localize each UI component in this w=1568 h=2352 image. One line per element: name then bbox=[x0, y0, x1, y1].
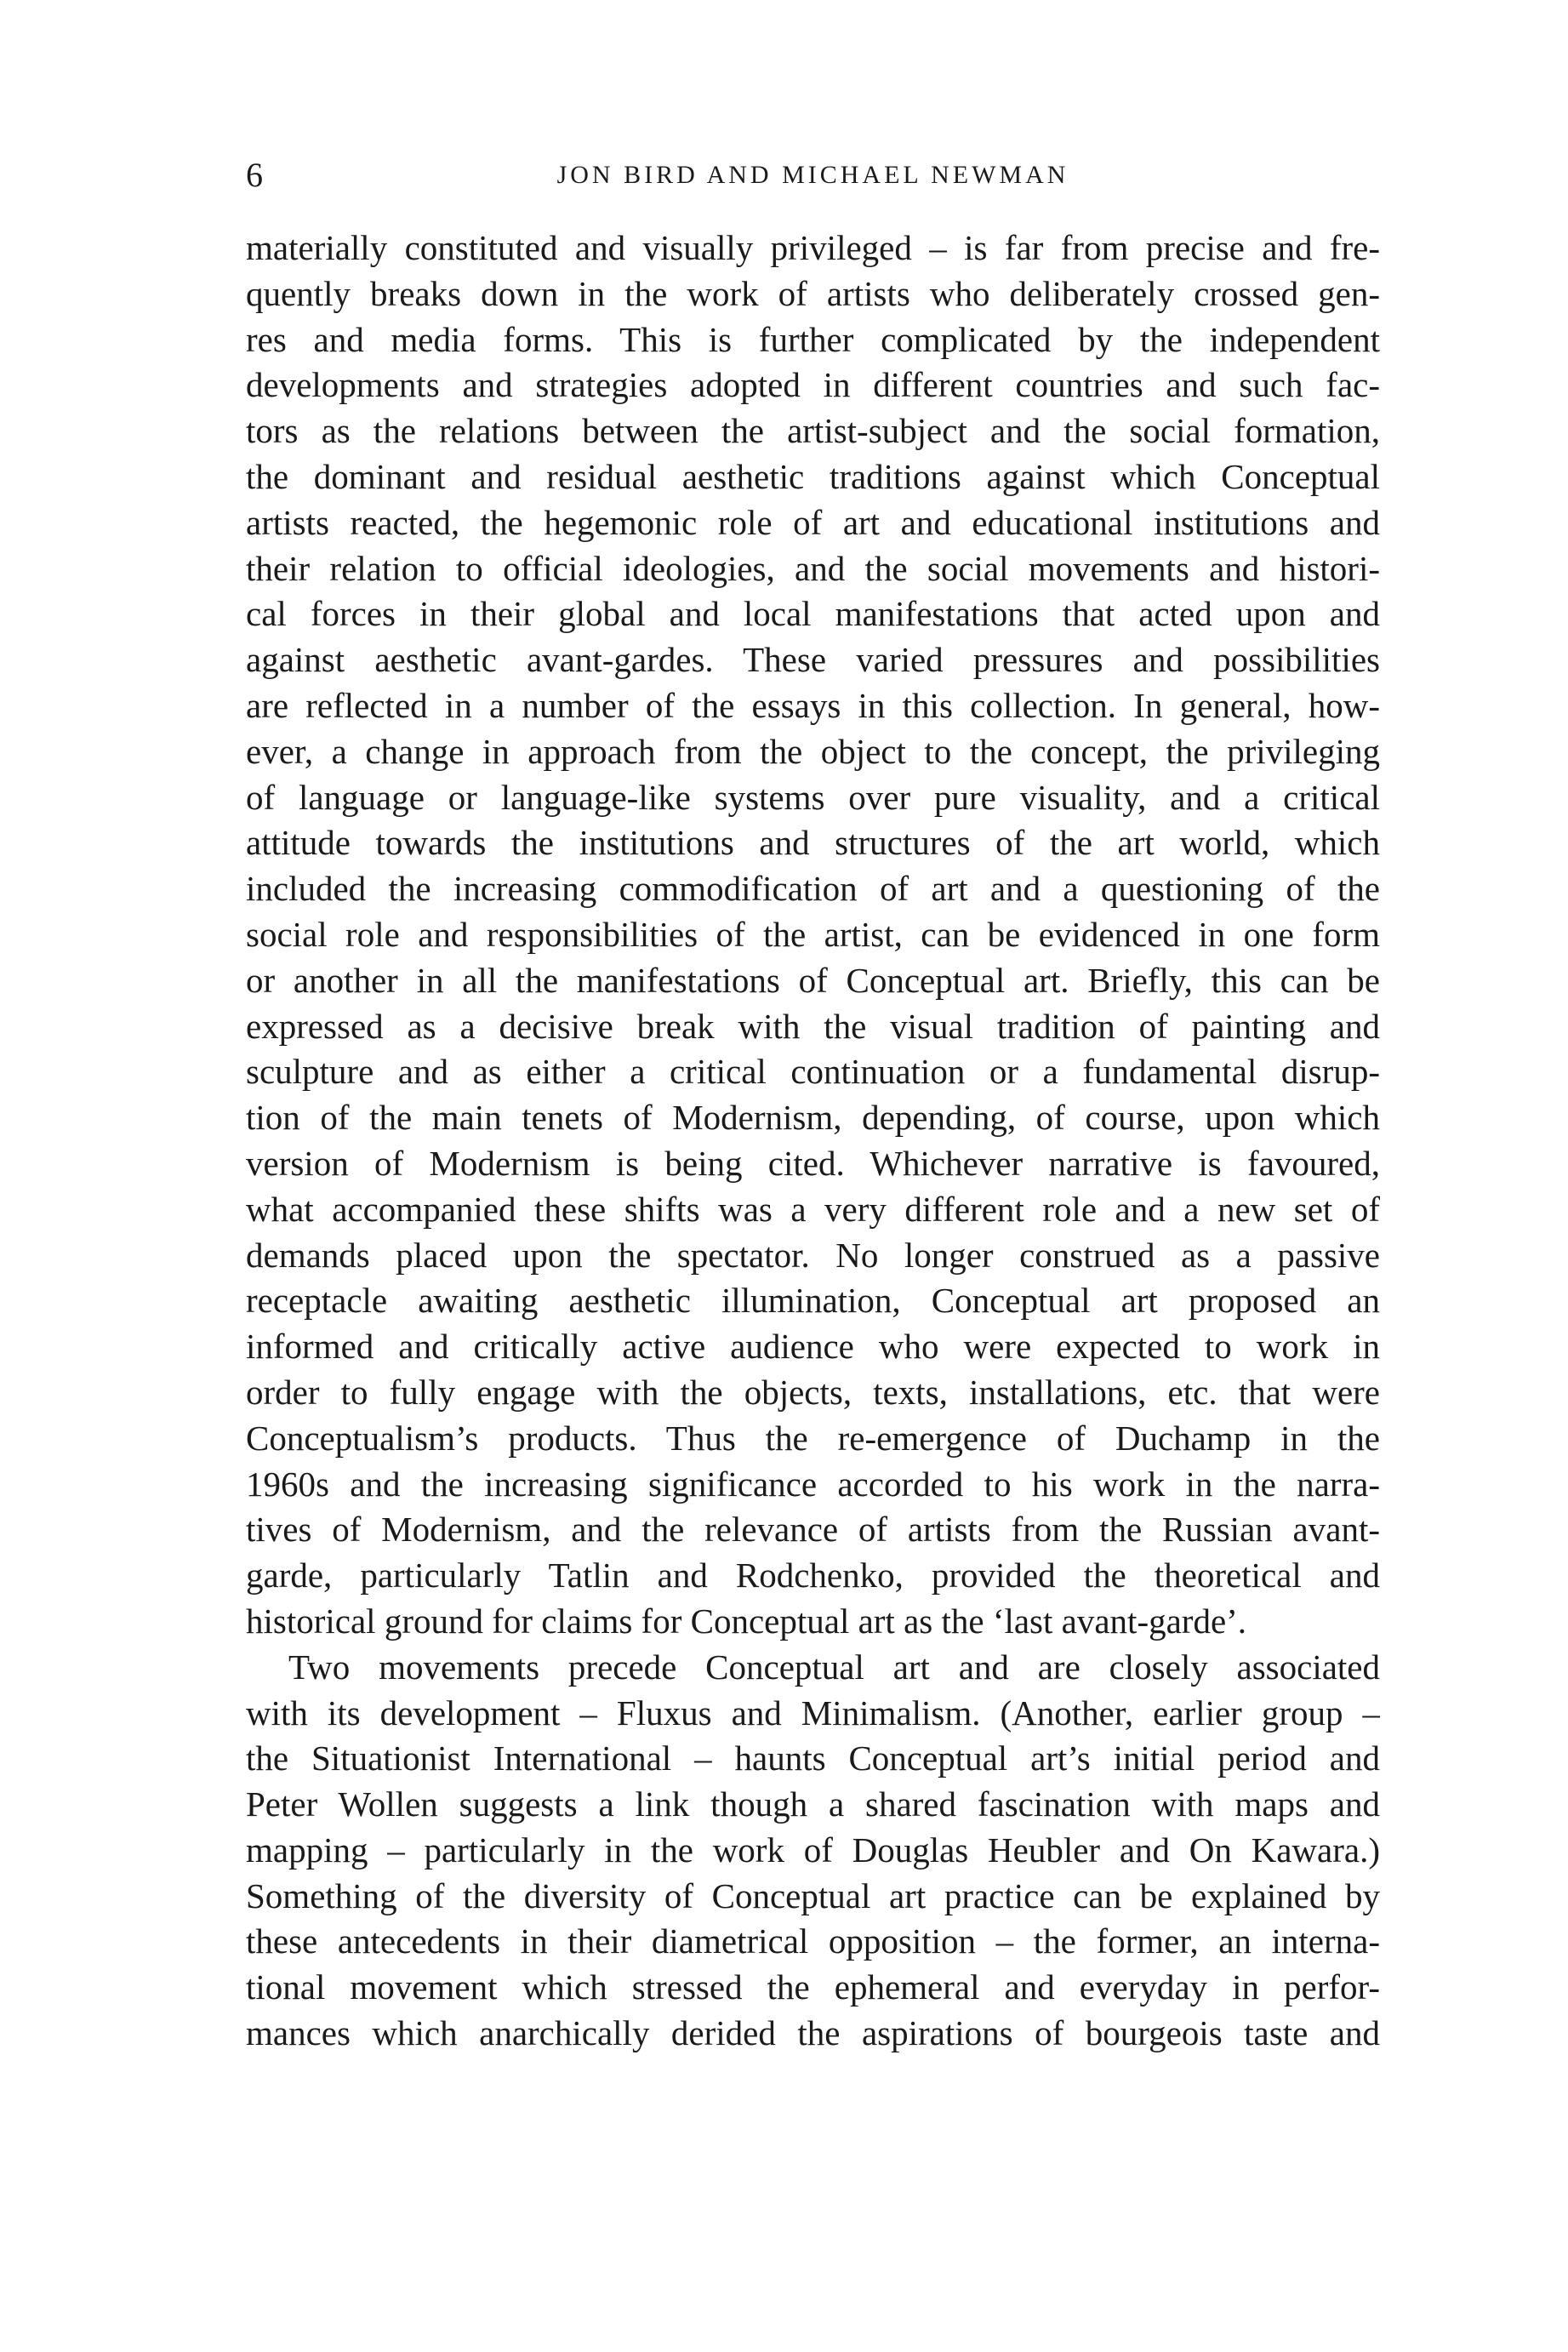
text-line: Something of the diversity of Conceptual art practice can be explained by bbox=[246, 1875, 1380, 1915]
text-line: res and media forms. This is further complicated by the independent bbox=[246, 319, 1380, 359]
text-line: cal forces in their global and local manifestations that acted upon and bbox=[246, 594, 1380, 634]
text-line: included the increasing commodification of art and a questioning of the bbox=[246, 869, 1380, 909]
text-line: the Situationist International – haunts Conceptual art’s initial period and bbox=[246, 1738, 1380, 1778]
text-line: what accompanied these shifts was a very different role and a new set of bbox=[246, 1189, 1380, 1229]
text-line: artists reacted, the hegemonic role of art and educational institutions and bbox=[246, 502, 1380, 542]
text-line: materially constituted and visually privileged – is far from precise and fre- bbox=[246, 228, 1380, 267]
text-line: expressed as a decisive break with the visual tradition of painting and bbox=[246, 1006, 1380, 1046]
text-line: receptacle awaiting aesthetic illumination, Conceptual art proposed an bbox=[246, 1281, 1380, 1321]
text-line: with its development – Fluxus and Minimalism. (Another, earlier group – bbox=[246, 1693, 1380, 1733]
text-line: developments and strategies adopted in different countries and such fac- bbox=[246, 365, 1380, 405]
text-line: garde, particularly Tatlin and Rodchenko, provided the theoretical and bbox=[246, 1556, 1380, 1596]
text-line: are reflected in a number of the essays in this collection. In general, how- bbox=[246, 685, 1380, 725]
text-line: mances which anarchically derided the aspirations of bourgeois taste and bbox=[246, 2013, 1380, 2053]
text-line: quently breaks down in the work of artists who deliberately crossed gen- bbox=[246, 273, 1380, 313]
text-line: these antecedents in their diametrical opposition – the former, an interna- bbox=[246, 1921, 1380, 1961]
page-number: 6 bbox=[246, 156, 263, 194]
text-line: or another in all the manifestations of Conceptual art. Briefly, this can be bbox=[246, 960, 1380, 1000]
text-line: of language or language-like systems over pure visuality, and a critical bbox=[246, 777, 1380, 817]
paragraph bbox=[246, 225, 1380, 1645]
text-line: tors as the relations between the artist-subject and the social formation, bbox=[246, 411, 1380, 451]
text-line: 1960s and the increasing significance accorded to his work in the narra- bbox=[246, 1464, 1380, 1504]
text-line: Peter Wollen suggests a link though a shared fascination with maps and bbox=[246, 1784, 1380, 1824]
text-line: tion of the main tenets of Modernism, depending, of course, upon which bbox=[246, 1098, 1380, 1138]
text-line: order to fully engage with the objects, texts, installations, etc. that were bbox=[246, 1372, 1380, 1412]
text-line: tional movement which stressed the ephemeral and everyday in perfor- bbox=[246, 1967, 1380, 2007]
text-line: informed and critically active audience who were expected to work in bbox=[246, 1327, 1380, 1367]
running-head bbox=[246, 150, 1380, 201]
text-line: the dominant and residual aesthetic traditions against which Conceptual bbox=[246, 456, 1380, 496]
text-line: tives of Modernism, and the relevance of artists from the Russian avant- bbox=[246, 1510, 1380, 1550]
text-line: against aesthetic avant-gardes. These varied pressures and possibilities bbox=[246, 640, 1380, 680]
text-line: mapping – particularly in the work of Douglas Heubler and On Kawara.) bbox=[246, 1830, 1380, 1870]
text-line: attitude towards the institutions and structures of the art world, which bbox=[246, 823, 1380, 863]
text-line: social role and responsibilities of the artist, can be evidenced in one form bbox=[246, 914, 1380, 954]
text-line: historical ground for claims for Conceptual art as the ‘last avant-garde’. bbox=[246, 1601, 1247, 1641]
text-line: Conceptualism’s products. Thus the re-emergence of Duchamp in the bbox=[246, 1418, 1380, 1458]
text-line: sculpture and as either a critical continuation or a fundamental disrup- bbox=[246, 1052, 1380, 1092]
text-line: Two movements precede Conceptual art and are closely associated bbox=[288, 1647, 1380, 1687]
text-line: demands placed upon the spectator. No longer construed as a passive bbox=[246, 1235, 1380, 1275]
paragraph bbox=[246, 1645, 1380, 2057]
body-text bbox=[246, 225, 1380, 2057]
running-title: JON BIRD AND MICHAEL NEWMAN bbox=[556, 161, 1069, 189]
text-line: ever, a change in approach from the object to the concept, the privileging bbox=[246, 731, 1380, 771]
text-line: their relation to official ideologies, and the social movements and histori- bbox=[246, 548, 1380, 588]
text-line: version of Modernism is being cited. Whichever narrative is favoured, bbox=[246, 1143, 1380, 1183]
